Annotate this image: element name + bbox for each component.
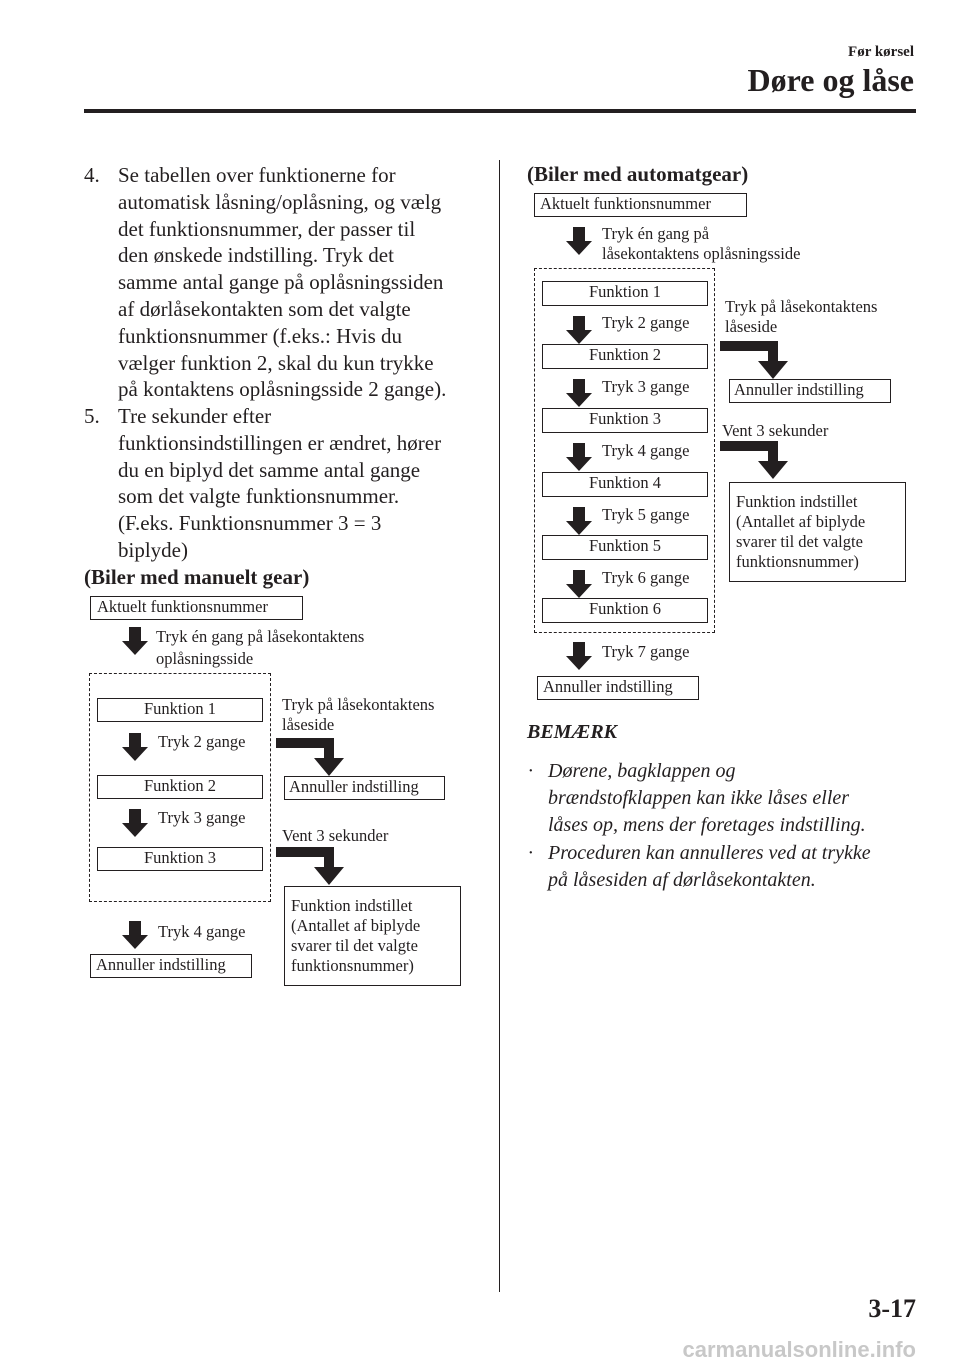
done-line: svarer til det valgte (291, 936, 418, 955)
auto-function-box: Funktion 3 (542, 408, 708, 433)
step-line: samme antal gange på oplåsningssiden (118, 270, 444, 295)
auto-function-box: Funktion 2 (542, 344, 708, 369)
auto-cancel-right-box: Annuller indstilling (729, 379, 891, 403)
down-arrow-icon (122, 733, 148, 761)
auto-current-box: Aktuelt funktionsnummer (534, 193, 747, 217)
note-item (528, 758, 926, 839)
auto-lock-side-1: Tryk på låsekontaktens (725, 297, 878, 316)
auto-press-once-1: Tryk én gang på (602, 224, 710, 243)
note-line: låses op, mens der foretages indstilling. (548, 814, 866, 836)
down-arrow-icon (566, 642, 592, 670)
auto-press-label: Tryk 2 gange (602, 313, 690, 332)
page-number: 3-17 (868, 1294, 916, 1323)
down-arrow-icon (566, 443, 592, 471)
manual-done-box (284, 886, 461, 986)
manual-press-label: Tryk 2 gange (158, 732, 246, 751)
manual-heading: (Biler med manuelt gear) (84, 565, 310, 589)
note-item (528, 840, 926, 894)
auto-function-box: Funktion 1 (542, 281, 708, 306)
step-line: (F.eks. Funktionsnummer 3 = 3 (118, 511, 382, 536)
step-line: biplyde) (118, 537, 188, 562)
done-line: funktionsnummer) (736, 552, 859, 571)
down-arrow-icon (566, 570, 592, 598)
column-divider (499, 160, 500, 1292)
note-line: brændstofklappen kan ikke låses eller (548, 787, 850, 809)
note-line: på låsesiden af dørlåsekontakten. (548, 869, 816, 891)
manual-function-box: Funktion 1 (97, 698, 263, 722)
auto-function-box: Funktion 5 (542, 535, 708, 560)
manual-function-box: Funktion 3 (97, 847, 263, 871)
manual-press-last: Tryk 4 gange (158, 922, 246, 941)
manual-cancel-box: Annuller indstilling (90, 954, 252, 978)
done-line: Funktion indstillet (736, 492, 858, 511)
auto-press-label: Tryk 5 gange (602, 505, 690, 524)
bent-arrow-icon (720, 341, 800, 379)
manual-lock-side-2: låseside (282, 715, 335, 734)
auto-lock-side-2: låseside (725, 317, 778, 336)
step-4 (84, 162, 484, 403)
auto-cancel-box: Annuller indstilling (537, 676, 699, 700)
auto-wait-label: Vent 3 sekunder (722, 421, 829, 440)
step-line: funktionsnummer (f.eks.: Hvis du (118, 323, 403, 348)
step-line: funktionsindstillingen er ændret, hører (118, 430, 442, 455)
header-rule (84, 109, 916, 113)
bent-arrow-icon (276, 847, 356, 885)
down-arrow-icon (122, 921, 148, 949)
step-line: af dørlåsekontakten som det valgte (118, 296, 411, 321)
step-number: 5. (84, 404, 100, 428)
bent-arrow-icon (720, 441, 800, 479)
manual-lock-side-1: Tryk på låsekontaktens (282, 695, 435, 714)
step-line: du en biplyd det samme antal gange (118, 457, 421, 482)
step-line: automatisk låsning/oplåsning, og vælg (118, 189, 442, 214)
bent-arrow-icon (276, 738, 356, 776)
auto-heading: (Biler med automatgear) (527, 162, 749, 186)
note-line: Dørene, bagklappen og (548, 760, 736, 782)
watermark: carmanualsonline.info (682, 1337, 916, 1362)
section-label: Før kørsel (848, 44, 914, 60)
manual-current-box: Aktuelt funktionsnummer (90, 596, 303, 620)
auto-press-last: Tryk 7 gange (602, 642, 690, 661)
auto-press-label: Tryk 6 gange (602, 568, 690, 587)
down-arrow-icon (566, 507, 592, 535)
step-number: 4. (84, 163, 100, 187)
auto-function-box: Funktion 4 (542, 472, 708, 497)
down-arrow-icon (566, 316, 592, 344)
manual-press-once-1: Tryk én gang på låsekontaktens (156, 627, 365, 646)
manual-press-label: Tryk 3 gange (158, 808, 246, 827)
done-line: (Antallet af biplyde (291, 916, 421, 935)
manual-wait-label: Vent 3 sekunder (282, 826, 389, 845)
auto-done-box (729, 482, 906, 582)
down-arrow-icon (566, 227, 592, 255)
done-line: Funktion indstillet (291, 896, 413, 915)
manual-cancel-right-box: Annuller indstilling (284, 776, 445, 800)
auto-press-label: Tryk 3 gange (602, 377, 690, 396)
step-line: som det valgte funktionsnummer. (118, 484, 400, 509)
bullet: · (528, 760, 533, 782)
done-line: svarer til det valgte (736, 532, 863, 551)
note-line: Proceduren kan annulleres ved at trykke (548, 842, 871, 864)
auto-press-once-2: låsekontaktens oplåsningsside (602, 244, 801, 263)
down-arrow-icon (122, 809, 148, 837)
note-title: BEMÆRK (527, 721, 618, 743)
manual-function-box: Funktion 2 (97, 775, 263, 799)
step-line: vælger funktion 2, skal du kun trykke (118, 350, 434, 375)
auto-function-box: Funktion 6 (542, 598, 708, 623)
manual-press-once-2: oplåsningsside (156, 649, 254, 668)
done-line: funktionsnummer) (291, 956, 414, 975)
step-line: den ønskede indstilling. Tryk det (118, 243, 394, 268)
auto-press-label: Tryk 4 gange (602, 441, 690, 460)
down-arrow-icon (122, 627, 148, 655)
bullet: · (528, 842, 533, 864)
done-line: (Antallet af biplyde (736, 512, 866, 531)
down-arrow-icon (566, 379, 592, 407)
step-5 (84, 403, 484, 564)
step-line: Se tabellen over funktionerne for (118, 163, 396, 187)
page-title: Døre og låse (747, 62, 914, 98)
step-line: det funktionsnummer, der passer til (118, 216, 416, 241)
step-line: på kontaktens oplåsningsside 2 gange). (118, 377, 447, 402)
step-line: Tre sekunder efter (118, 404, 272, 428)
